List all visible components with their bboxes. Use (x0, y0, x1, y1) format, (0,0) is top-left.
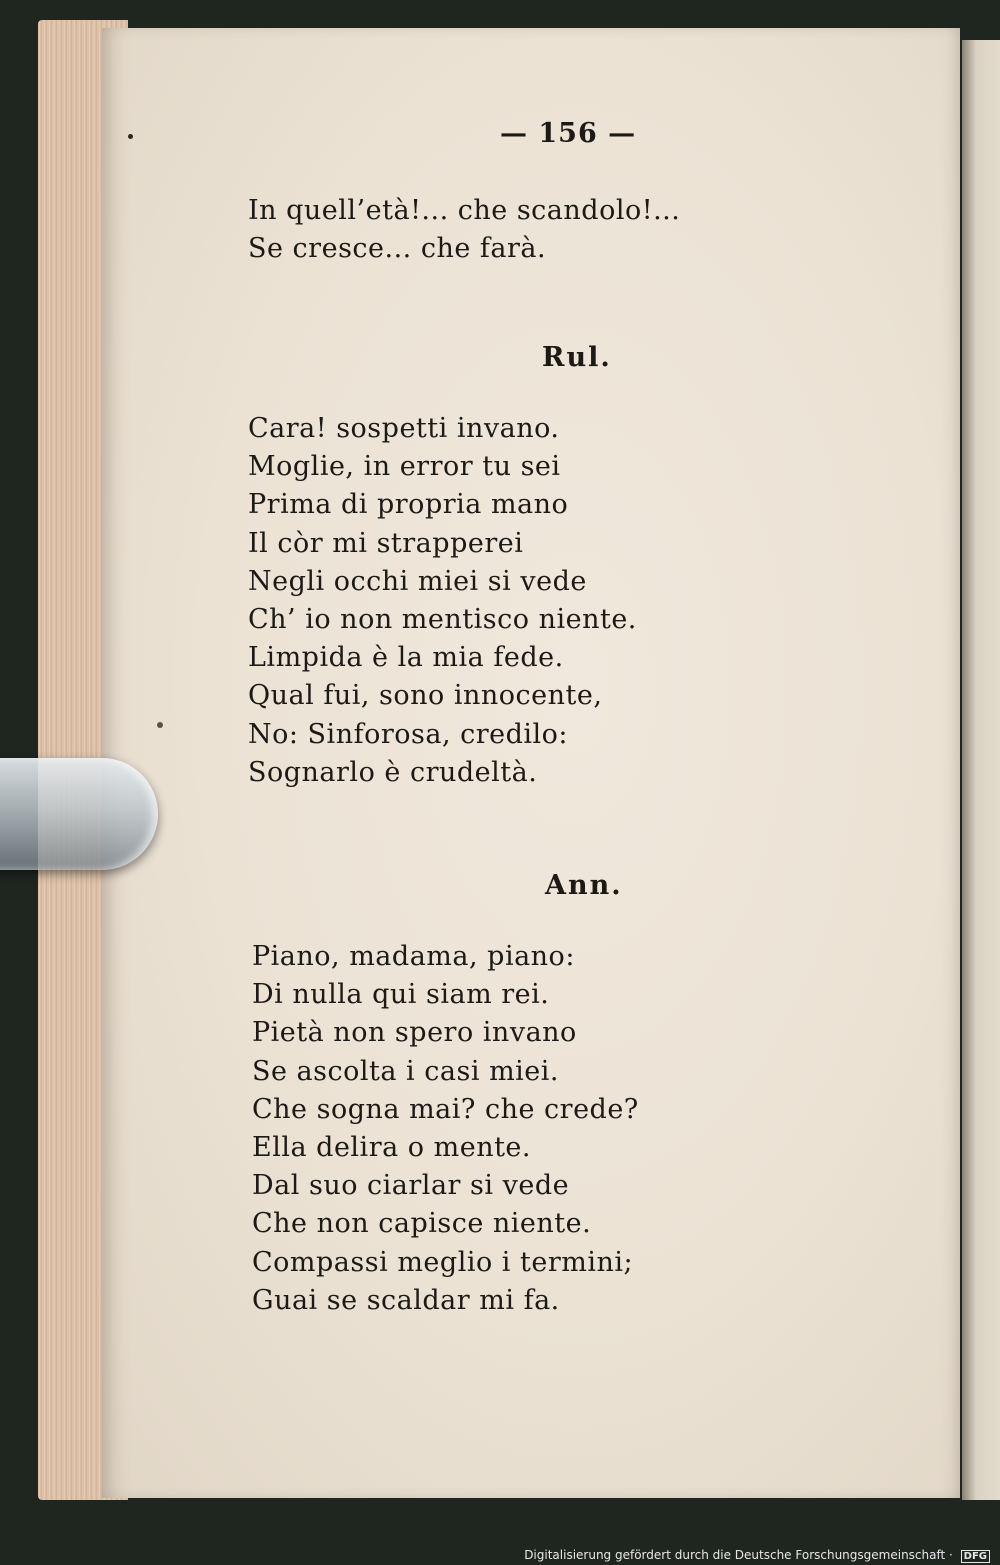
verse-line: Pietà non spero invano (252, 1017, 577, 1049)
verse-line: Il còr mi strapperei (248, 527, 524, 559)
verse-block-top (248, 192, 680, 268)
digitization-credit (524, 1548, 990, 1563)
verse-line: Cara! sospetti invano. (248, 413, 560, 444)
verse-line: Negli occhi miei si vede (248, 565, 587, 597)
page-number: — 156 — (500, 118, 637, 149)
verse-line: Se cresce... che farà. (248, 233, 547, 265)
verse-line: Ella delira o mente. (252, 1132, 531, 1164)
facing-page-edge (962, 40, 1000, 1500)
ink-speck (157, 722, 163, 728)
glass-page-weight (0, 758, 158, 870)
verse-line: Qual fui, sono innocente, (248, 680, 603, 712)
verse-line: Sognarlo è crudeltà. (248, 756, 538, 788)
verse-line: Ch’ io non mentisco niente. (248, 604, 637, 636)
verse-line: Prima di propria mano (248, 489, 569, 521)
ink-speck (128, 134, 133, 139)
verse-line: Compassi meglio i termini; (252, 1246, 634, 1278)
dfg-logo: DFG (961, 1550, 990, 1563)
credit-text: Digitalisierung gefördert durch die Deutsche Forschungsgemeinschaft · (524, 1548, 953, 1562)
verse-block-rul (248, 410, 637, 792)
verse-line: In quell’età!... che scandolo!... (248, 195, 681, 226)
verse-line: Che sogna mai? che crede? (252, 1093, 639, 1125)
verse-line: Di nulla qui siam rei. (252, 979, 550, 1011)
verse-line: Dal suo ciarlar si vede (252, 1170, 570, 1202)
verse-block-ann (252, 938, 639, 1320)
verse-line: No: Sinforosa, credilo: (248, 718, 569, 750)
verse-line: Limpida è la mia fede. (248, 642, 564, 674)
verse-line: Che non capisce niente. (252, 1208, 592, 1240)
speaker-name: Ann. (545, 870, 623, 901)
verse-line: Moglie, in error tu sei (248, 451, 561, 483)
speaker-name: Rul. (542, 342, 612, 373)
verse-line: Guai se scaldar mi fa. (252, 1284, 560, 1316)
verse-line: Piano, madama, piano: (252, 941, 575, 972)
verse-line: Se ascolta i casi miei. (252, 1055, 559, 1087)
